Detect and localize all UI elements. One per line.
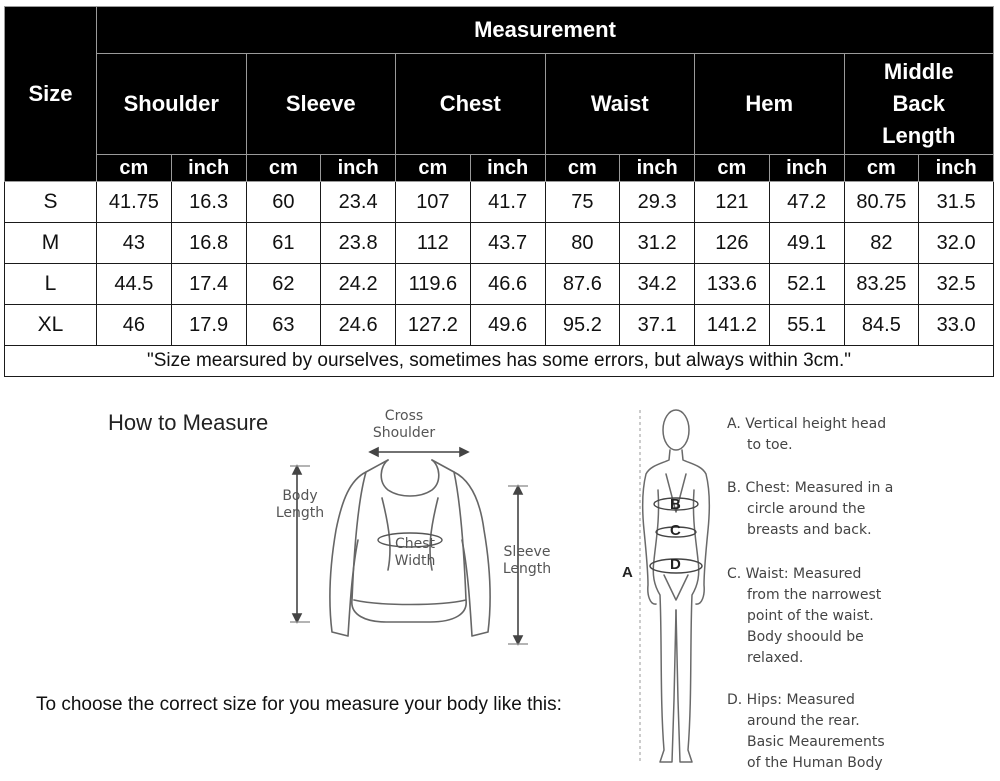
table-cell: 43: [97, 223, 172, 264]
table-cell: 31.5: [919, 182, 994, 223]
sleeve-length-label: Sleeve Length: [502, 544, 552, 577]
table-cell: 83.25: [844, 264, 919, 305]
unit-header: inch: [919, 155, 994, 182]
unit-header: cm: [396, 155, 471, 182]
table-cell: 119.6: [396, 264, 471, 305]
figure-letter-c: C: [670, 522, 681, 539]
table-cell: 82: [844, 223, 919, 264]
unit-header: inch: [769, 155, 844, 182]
body-length-label: Body Length: [275, 488, 325, 521]
note-d-line-2: around the rear.: [747, 713, 860, 729]
table-cell: 24.2: [321, 264, 396, 305]
table-cell: 80.75: [844, 182, 919, 223]
table-row: [5, 182, 994, 223]
unit-header: inch: [620, 155, 695, 182]
table-cell: 41.7: [470, 182, 545, 223]
measurement-header: Measurement: [97, 7, 994, 54]
table-footnote: "Size mearsured by ourselves, sometimes has some errors, but always within 3cm.": [5, 346, 994, 377]
table-cell: 62: [246, 264, 321, 305]
size-label: XL: [5, 305, 97, 346]
size-label: M: [5, 223, 97, 264]
note-a-line-1: A. Vertical height head: [727, 416, 887, 432]
table-row: [5, 223, 994, 264]
figure-letter-a: A: [622, 564, 633, 581]
table-cell: 61: [246, 223, 321, 264]
table-cell: 41.75: [97, 182, 172, 223]
unit-header: cm: [844, 155, 919, 182]
group-header-sleeve: Sleeve: [246, 54, 396, 155]
note-d: [727, 690, 885, 774]
table-cell: 60: [246, 182, 321, 223]
table-cell: 23.4: [321, 182, 396, 223]
group-header-middle-back-length: Middle Back Length: [844, 54, 994, 155]
table-cell: 31.2: [620, 223, 695, 264]
table-cell: 32.0: [919, 223, 994, 264]
table-cell: 80: [545, 223, 620, 264]
table-cell: 127.2: [396, 305, 471, 346]
table-cell: 47.2: [769, 182, 844, 223]
how-to-measure-title: How to Measure: [108, 410, 269, 435]
table-row: [5, 264, 994, 305]
table-cell: 32.5: [919, 264, 994, 305]
table-cell: 17.4: [171, 264, 246, 305]
table-cell: 16.3: [171, 182, 246, 223]
unit-header: cm: [97, 155, 172, 182]
figure-letter-d: D: [670, 556, 681, 573]
note-c-line-2: from the narrowest: [747, 587, 882, 603]
note-d-line-3: Basic Meaurements: [747, 734, 885, 750]
table-cell: 107: [396, 182, 471, 223]
note-b-line-2: circle around the: [747, 501, 866, 517]
table-cell: 33.0: [919, 305, 994, 346]
size-chart-table: [4, 6, 994, 377]
table-cell: 23.8: [321, 223, 396, 264]
size-column-header: Size: [5, 7, 97, 182]
note-a: [727, 414, 886, 456]
unit-header: cm: [246, 155, 321, 182]
unit-header: inch: [470, 155, 545, 182]
size-label: L: [5, 264, 97, 305]
table-cell: 95.2: [545, 305, 620, 346]
table-cell: 126: [695, 223, 770, 264]
unit-header: cm: [545, 155, 620, 182]
table-cell: 49.6: [470, 305, 545, 346]
note-b-line-1: B. Chest: Measured in a: [727, 480, 894, 496]
table-cell: 87.6: [545, 264, 620, 305]
table-cell: 46: [97, 305, 172, 346]
table-cell: 52.1: [769, 264, 844, 305]
table-cell: 29.3: [620, 182, 695, 223]
table-cell: 55.1: [769, 305, 844, 346]
table-cell: 75: [545, 182, 620, 223]
table-cell: 34.2: [620, 264, 695, 305]
note-a-line-2: to toe.: [747, 437, 793, 453]
table-cell: 43.7: [470, 223, 545, 264]
unit-header: cm: [695, 155, 770, 182]
table-cell: 16.8: [171, 223, 246, 264]
size-label: S: [5, 182, 97, 223]
table-cell: 49.1: [769, 223, 844, 264]
table-cell: 46.6: [470, 264, 545, 305]
cross-shoulder-label: Cross Shoulder: [372, 408, 436, 441]
note-d-line-4: of the Human Body: [747, 755, 883, 771]
chest-width-label: Chest Width: [394, 536, 436, 569]
group-header-chest: Chest: [396, 54, 546, 155]
table-cell: 121: [695, 182, 770, 223]
unit-header: inch: [321, 155, 396, 182]
unit-header: inch: [171, 155, 246, 182]
note-d-line-1: D. Hips: Measured: [727, 692, 855, 708]
figure-letter-b: B: [670, 496, 681, 513]
table-cell: 133.6: [695, 264, 770, 305]
group-header-waist: Waist: [545, 54, 695, 155]
choose-size-instruction: To choose the correct size for you measure your body like this:: [36, 694, 562, 715]
group-header-shoulder: Shoulder: [97, 54, 247, 155]
note-c-line-3: point of the waist.: [747, 608, 874, 624]
table-cell: 37.1: [620, 305, 695, 346]
table-cell: 17.9: [171, 305, 246, 346]
note-b: [727, 478, 893, 541]
note-b-line-3: breasts and back.: [747, 522, 872, 538]
human-body-outline-icon: [620, 400, 730, 780]
note-c-line-4: Body shoould be: [747, 629, 864, 645]
table-cell: 63: [246, 305, 321, 346]
table-cell: 24.6: [321, 305, 396, 346]
group-header-hem: Hem: [695, 54, 845, 155]
table-row: [5, 305, 994, 346]
table-cell: 112: [396, 223, 471, 264]
note-c-line-5: relaxed.: [747, 650, 804, 666]
note-c-line-1: C. Waist: Measured: [727, 566, 862, 582]
table-cell: 84.5: [844, 305, 919, 346]
note-c: [727, 564, 881, 669]
table-cell: 44.5: [97, 264, 172, 305]
table-cell: 141.2: [695, 305, 770, 346]
